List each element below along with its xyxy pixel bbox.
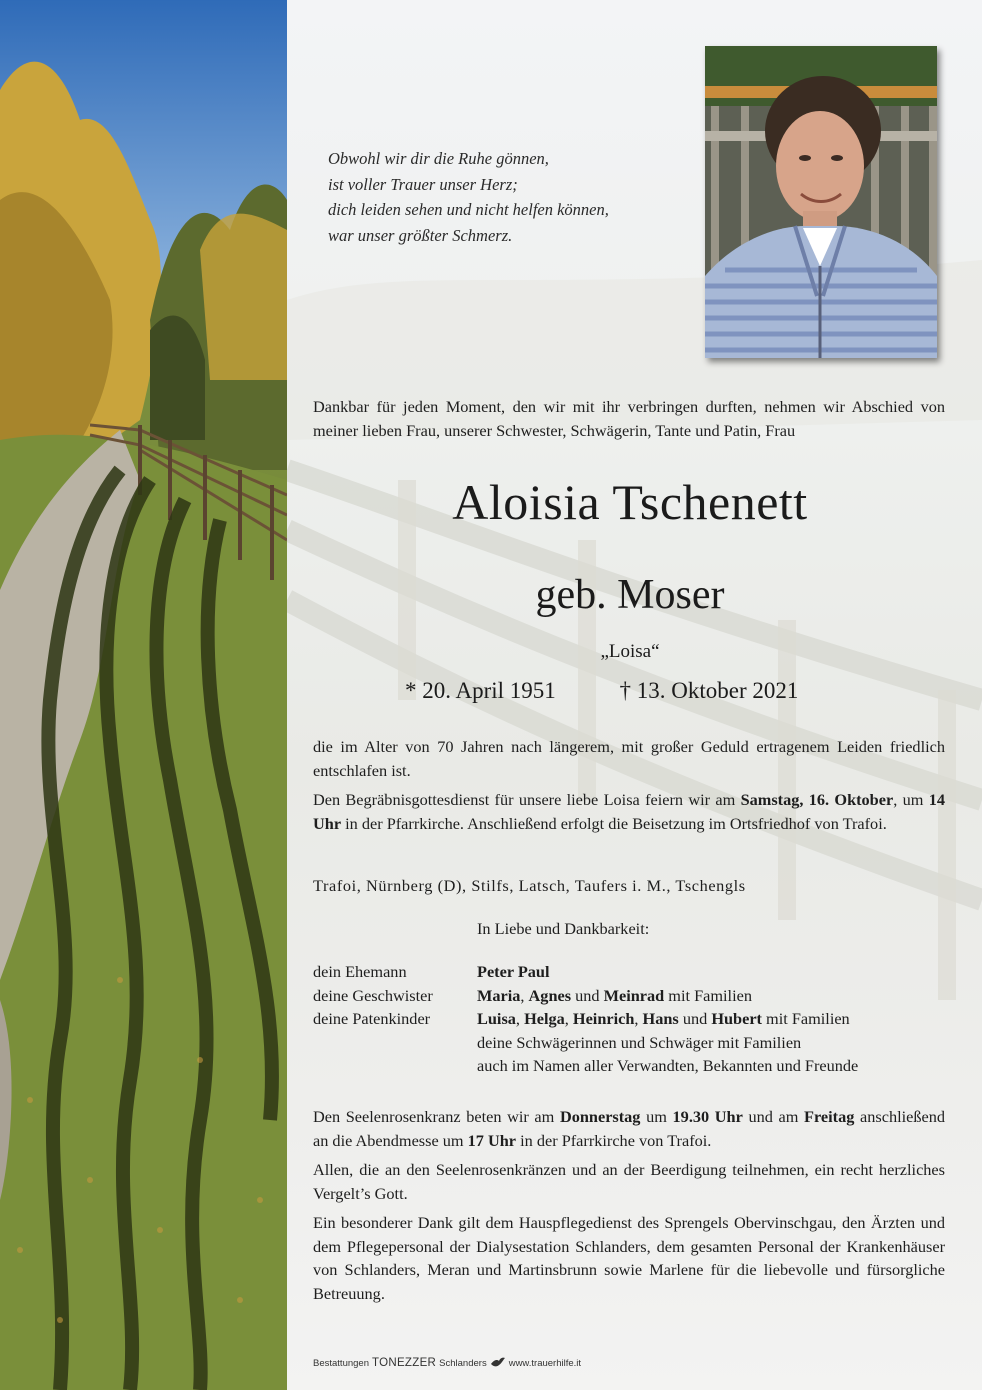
mourner-names: deine Schwägerinnen und Schwäger mit Familien (477, 1032, 802, 1052)
relation: dein Ehemann (313, 962, 407, 981)
birth-date: * 20. April 1951 (405, 678, 556, 703)
rosary-day: Donnerstag (559, 1107, 641, 1126)
sibling-name: Agnes (528, 985, 572, 1005)
text-run: in der Pfarrkirche. Anschließend erfolgt die Beisetzung im Ortsfriedhof von Trafoi. (341, 813, 887, 833)
mourner-names: auch im Namen aller Verwandten, Bekannten und Freunde (477, 1056, 859, 1075)
mourner-row (313, 1031, 858, 1055)
rosary-paragraph (313, 1105, 945, 1152)
verse-line: Obwohl wir dir die Ruhe gönnen, (328, 149, 549, 168)
footer-prefix: Bestattungen (313, 1357, 369, 1369)
text-run: um (640, 1107, 673, 1126)
mourner-row (313, 984, 858, 1008)
passing-paragraph: die im Alter von 70 Jahren nach längerem, mit großer Geduld ertragenem Leiden friedlich entschlafen ist. (313, 737, 945, 780)
text-run: in der Pfarrkirche von Trafoi. (516, 1130, 712, 1150)
footer (313, 1357, 713, 1369)
relation: deine Patenkinder (313, 1009, 431, 1028)
mourners-list (313, 960, 858, 1078)
godchild-name: Helga (524, 1009, 565, 1028)
sibling-name: Meinrad (603, 985, 665, 1005)
text-run: Den Seelenrosenkranz beten wir am (313, 1107, 560, 1126)
rosary-time: 19.30 Uhr (672, 1107, 743, 1126)
verse-line: war unser größter Schmerz. (328, 225, 513, 245)
mourner-row (313, 1007, 858, 1031)
verse-line: ist voller Trauer unser Herz; (328, 174, 518, 194)
landscape-photo (0, 0, 287, 1390)
godchild-name: Luisa (477, 1009, 516, 1028)
relation (313, 1031, 477, 1055)
text-run: , (515, 1009, 525, 1028)
deceased-portrait (705, 46, 937, 358)
intro-paragraph: Dankbar für jeden Moment, den wir mit ihr verbringen durften, nehmen wir Abschied von meiner lieben Frau, unserer Schwester, Schwägerin, Tante und Patin, Frau (313, 397, 945, 440)
mourner-names (477, 960, 858, 984)
mourner-row (313, 1054, 858, 1078)
maiden-name: geb. Moser (535, 572, 725, 618)
deceased-name: Aloisia Tschenett (452, 474, 808, 530)
death-date: † 13. Oktober 2021 (619, 678, 799, 703)
verse-line: dich leiden sehen und nicht helfen können, (328, 200, 609, 219)
godchild-name: Hans (642, 1009, 679, 1028)
mourner-row (313, 960, 858, 984)
text-run: mit Familien (664, 985, 752, 1005)
relation (313, 1054, 477, 1078)
memorial-verse (328, 146, 698, 248)
rosary-day: Freitag (804, 1107, 855, 1126)
mass-time: 17 Uhr (467, 1130, 517, 1150)
funeral-time: 14 Uhr (313, 790, 945, 833)
text-run: mit Familien (761, 1009, 850, 1028)
text-run: und (571, 985, 604, 1005)
godchild-name: Hubert (711, 1009, 762, 1028)
text-run: , (564, 1009, 573, 1028)
text-run: , um (893, 790, 929, 809)
funeral-home-name: TONEZZER (372, 1357, 437, 1369)
special-thanks-paragraph: Ein besonderer Dank gilt dem Hauspflegedienst des Sprengels Obervinschgau, den Ärzten und dem Pflegepersonal der Dialysestation Schlanders, dem gesamten Personal der Krankenhäuser von Schlanders, Meran und Martinsbrunn sowie Marlene für die liebevolle und fürsorgliche Betreuung. (313, 1213, 945, 1303)
text-run: , (634, 1009, 643, 1028)
footer-website[interactable]: www.trauerhilfe.it (508, 1357, 582, 1369)
husband-name: Peter Paul (477, 962, 550, 981)
thanks-heading: In Liebe und Dankbarkeit: (477, 919, 650, 938)
life-dates (405, 678, 798, 704)
funeral-paragraph (313, 788, 945, 835)
text-run: Den Begräbnisgottesdienst für unsere liebe Loisa feiern wir am (313, 790, 741, 809)
dove-icon (490, 1357, 506, 1369)
text-run: anschließend an die Abendmesse um (313, 1107, 946, 1150)
mourner-names (477, 1007, 858, 1031)
text-run: , (520, 985, 529, 1005)
sibling-name: Maria (477, 985, 521, 1005)
funeral-date: Samstag, 16. Oktober (740, 790, 894, 809)
places-list: Trafoi, Nürnberg (D), Stilfs, Latsch, Taufers i. M., Tschengls (313, 876, 746, 895)
text-run: und (678, 1009, 712, 1028)
nickname: „Loisa“ (600, 641, 660, 662)
relation: deine Geschwister (313, 985, 433, 1005)
text-run: und am (742, 1107, 805, 1126)
godchild-name: Heinrich (572, 1009, 635, 1028)
thanks-paragraph: Allen, die an den Seelenrosenkränzen und an der Beerdigung teilnehmen, ein recht herzliches Vergelt’s Gott. (313, 1160, 945, 1203)
mourner-names (477, 984, 858, 1008)
footer-town: Schlanders (439, 1357, 487, 1369)
